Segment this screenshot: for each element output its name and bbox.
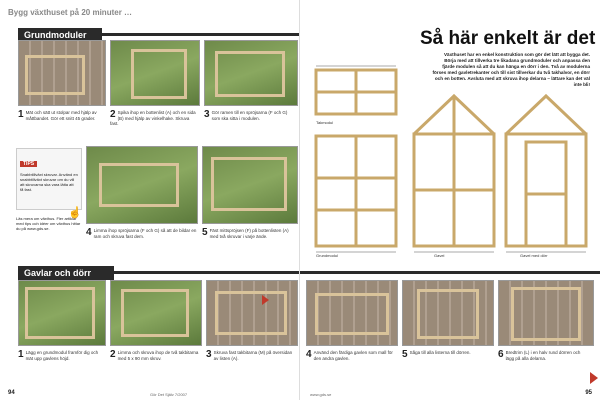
drawing-label: Gavel (434, 253, 445, 258)
step-number: 1 (18, 109, 24, 120)
technical-drawings (310, 60, 600, 260)
drawing-takmodul (316, 70, 396, 114)
section-heading-gavlar: Gavlar och dörr (18, 266, 114, 280)
drawing-label: Gavel med dörr (520, 253, 548, 258)
step-text: Såga till alla listerna till dörren. (409, 350, 471, 355)
drawing-grundmodul (316, 136, 396, 246)
step-number: 5 (402, 349, 408, 360)
section-rule (114, 271, 300, 274)
page-number-right: 95 (585, 390, 592, 396)
right-page (300, 0, 600, 400)
gavel-photo-2 (110, 280, 202, 346)
drawing-label: Takmodul (316, 120, 334, 125)
step-text: Använd den färdiga gavlen som mall för den andra gavlen. (313, 350, 393, 361)
intro-text: Växthuset har en enkel konstruktion som gör det lätt att bygga det. Börja med att tillverka tre likadana grundmoduler och anpassa den fjärde modulen så att du kan hänga en dörr i den. Två av modulerna förses med gavletrekanter och till sist tillverkar du två takhalvor, en dörr och en botten. Avsluta med att skruva ihop delarna – lättare kan det väl inte bli! (432, 52, 590, 87)
gavel-photo-4 (306, 280, 398, 346)
gavel-photo-3 (206, 280, 298, 346)
section-heading-grundmoduler: Grundmoduler (18, 28, 102, 42)
step-text: Mät och sätt ut stolpar med hjälp av måttbandet. Gör ett snitt 45 grader. (25, 110, 97, 121)
gavel-photo-5 (402, 280, 494, 346)
tip-body: Snabbtillväxt skruvar. Använd en snabbtillväxt skruvar om du vill att skruvarna ska vara lätta att få fast. (20, 172, 78, 192)
step-text: Spika ihop en bottenlist (A) och en sida (B) med hjälp av vinkelhake. Skruva fast. (110, 110, 196, 127)
pointer-hand-icon: ☝ (68, 207, 82, 219)
more-info: Läs mera om växthus. Fler artiklar med tips och idéer om växthus hittar du på www.gds.se. (16, 216, 81, 231)
tip-label: TIPS (20, 161, 37, 167)
kicker: Bygg växthuset på 20 minuter … (8, 8, 133, 17)
grund-step-5-caption (202, 228, 298, 239)
grund-step-4-caption (86, 228, 198, 239)
step-photo-2 (110, 40, 200, 106)
step-number: 2 (110, 349, 116, 360)
step-number: 5 (202, 227, 208, 238)
step-number: 3 (206, 349, 212, 360)
step-number: 3 (204, 109, 210, 120)
step-text: Fäst mittspröjsen (F) på bottenlisten (A) med två skruvar i varje ände. (209, 228, 289, 239)
tip-box (16, 148, 82, 210)
step-photo-5 (202, 146, 298, 224)
step-text: Limma ihop spröjsarna (F och G) så att de bildar en ram och skruva fast dem. (93, 228, 197, 239)
gavel-step-1-caption (18, 350, 106, 361)
step-text: Limma och skruva ihop de två takbitarna med 5 x 90 mm skruv. (117, 350, 199, 361)
footer-left: Gör Det Själv 7/2007 (150, 392, 188, 397)
arrow-icon (262, 295, 269, 305)
step-number: 4 (306, 349, 312, 360)
footer-right: www.gds.se (310, 392, 332, 397)
headline: Så här enkelt är det (420, 28, 596, 49)
grund-step-2-caption (110, 110, 198, 127)
gavel-step-2-caption (110, 350, 202, 361)
gavel-step-5-caption (402, 350, 494, 359)
drawing-label: Grundmodul (316, 253, 339, 258)
gavel-step-4-caption (306, 350, 398, 361)
next-page-arrow-icon (590, 372, 598, 384)
grund-step-3-caption (204, 110, 296, 121)
step-photo-4 (86, 146, 198, 224)
drawing-gavel (414, 96, 494, 246)
step-photo-1 (18, 40, 106, 106)
gavel-step-3-caption (206, 350, 298, 361)
gavel-step-6-caption (498, 350, 588, 361)
page-number-left: 94 (8, 390, 15, 396)
step-number: 1 (18, 349, 24, 360)
step-text: Bredtrim (L) i en halv rund dörren och lägg på alla delarna. (505, 350, 581, 361)
gavel-photo-6 (498, 280, 594, 346)
gavel-photo-1 (18, 280, 106, 346)
step-text: Lägg en grundmodul framför dig och mät upp gavlens höjd. (25, 350, 99, 361)
drawing-gavel-med-dorr (506, 96, 586, 246)
step-text: Skruva fast takbitarna (M) på översidan av listen (A). (213, 350, 293, 361)
step-text: Gör ramen till en spröjsarna (F och G) som ska sitta i modulen. (211, 110, 288, 121)
step-photo-3 (204, 40, 298, 106)
section-rule (300, 271, 600, 274)
grund-step-1-caption (18, 110, 104, 121)
step-number: 2 (110, 109, 116, 120)
step-number: 6 (498, 349, 504, 360)
step-number: 4 (86, 227, 92, 238)
section-rule (102, 33, 300, 36)
